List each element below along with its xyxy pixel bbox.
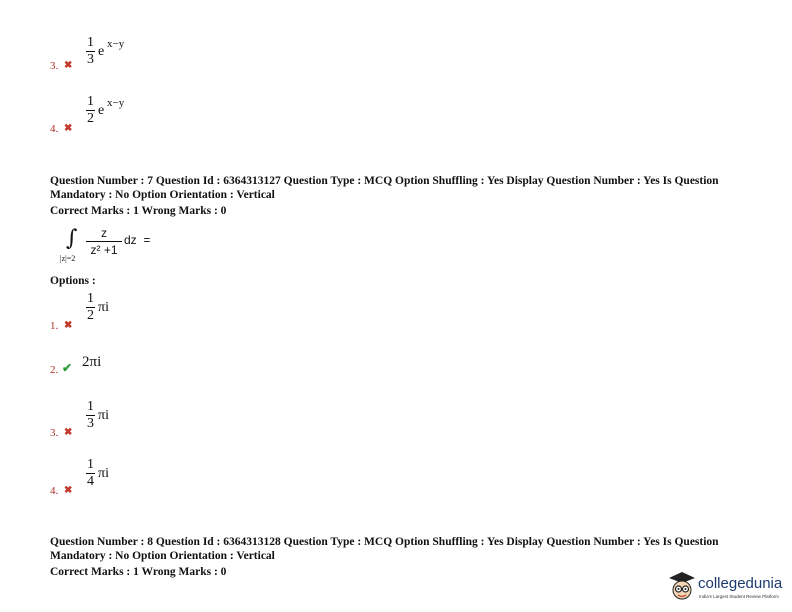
option-number: 2. — [50, 364, 59, 376]
exp-base: e — [98, 44, 105, 59]
denominator: 2 — [87, 111, 94, 126]
option-number: 4. — [50, 123, 59, 135]
mascot-icon — [668, 571, 696, 603]
meta-line-1: Question Number : 7 Question Id : 6364313127 Question Type : MCQ Option Shuffling : Yes Display Question Number : Yes Is Question — [50, 175, 719, 187]
option-number: 3. — [50, 60, 59, 72]
exponent: x−y — [107, 38, 125, 50]
cross-mark-icon: ✖ — [64, 60, 73, 71]
numerator: 1 — [87, 399, 94, 414]
denominator: 3 — [87, 416, 94, 431]
exp-base: e — [98, 103, 105, 118]
option-1[interactable] — [50, 292, 170, 334]
marks-line: Correct Marks : 1 Wrong Marks : 0 — [50, 205, 227, 217]
numerator: 1 — [87, 35, 94, 50]
fraction — [86, 458, 95, 489]
fraction — [86, 95, 95, 126]
option-4[interactable] — [50, 458, 170, 500]
denominator: 2 — [87, 308, 94, 323]
denominator: 3 — [87, 52, 94, 67]
meta-line-1: Question Number : 8 Question Id : 6364313128 Question Type : MCQ Option Shuffling : Yes Display Question Number : Yes Is Question — [50, 536, 719, 548]
cross-mark-icon: ✖ — [64, 320, 73, 331]
fraction — [86, 292, 95, 323]
numerator: 1 — [87, 291, 94, 306]
cross-mark-icon: ✖ — [64, 123, 73, 134]
cross-mark-icon: ✖ — [64, 485, 73, 496]
collegedunia-logo — [668, 570, 788, 604]
option-number: 4. — [50, 485, 59, 497]
pi-i: πi — [98, 408, 109, 423]
fraction — [86, 36, 95, 67]
exponent: x−y — [107, 97, 125, 109]
denominator: z² +1 — [90, 243, 118, 257]
check-mark-icon: ✔ — [62, 361, 73, 375]
option-3[interactable] — [50, 400, 170, 442]
marks-line: Correct Marks : 1 Wrong Marks : 0 — [50, 566, 227, 578]
integral-lower-limit: |z|=2 — [60, 254, 76, 263]
numerator: z — [101, 226, 107, 240]
meta-line-2: Mandatory : No Option Orientation : Vertical — [50, 189, 275, 201]
options-label: Options : — [50, 275, 96, 287]
meta-line-2: Mandatory : No Option Orientation : Vertical — [50, 550, 275, 562]
question-7-integral — [58, 226, 218, 270]
integral-tail: dz = — [124, 233, 151, 247]
integrand-fraction — [86, 226, 122, 257]
numerator: 1 — [87, 457, 94, 472]
question-7-metadata — [50, 174, 765, 218]
logo-wordmark: collegedunia — [698, 575, 783, 592]
denominator: 4 — [87, 474, 94, 489]
numerator: 1 — [87, 94, 94, 109]
fraction — [86, 400, 95, 431]
option-2[interactable] — [50, 352, 170, 382]
question-8-metadata — [50, 535, 765, 579]
option-number: 3. — [50, 427, 59, 439]
option-number: 1. — [50, 320, 59, 332]
pi-i: πi — [98, 466, 109, 481]
logo-tagline: India's Largest Student Review Platform — [699, 594, 779, 599]
integral-sign: ∫ — [66, 226, 78, 251]
option-value: 2πi — [82, 354, 102, 370]
pi-i: πi — [98, 300, 109, 315]
prev-option-3 — [50, 30, 170, 75]
cross-mark-icon: ✖ — [64, 427, 73, 438]
prev-option-4 — [50, 92, 170, 137]
